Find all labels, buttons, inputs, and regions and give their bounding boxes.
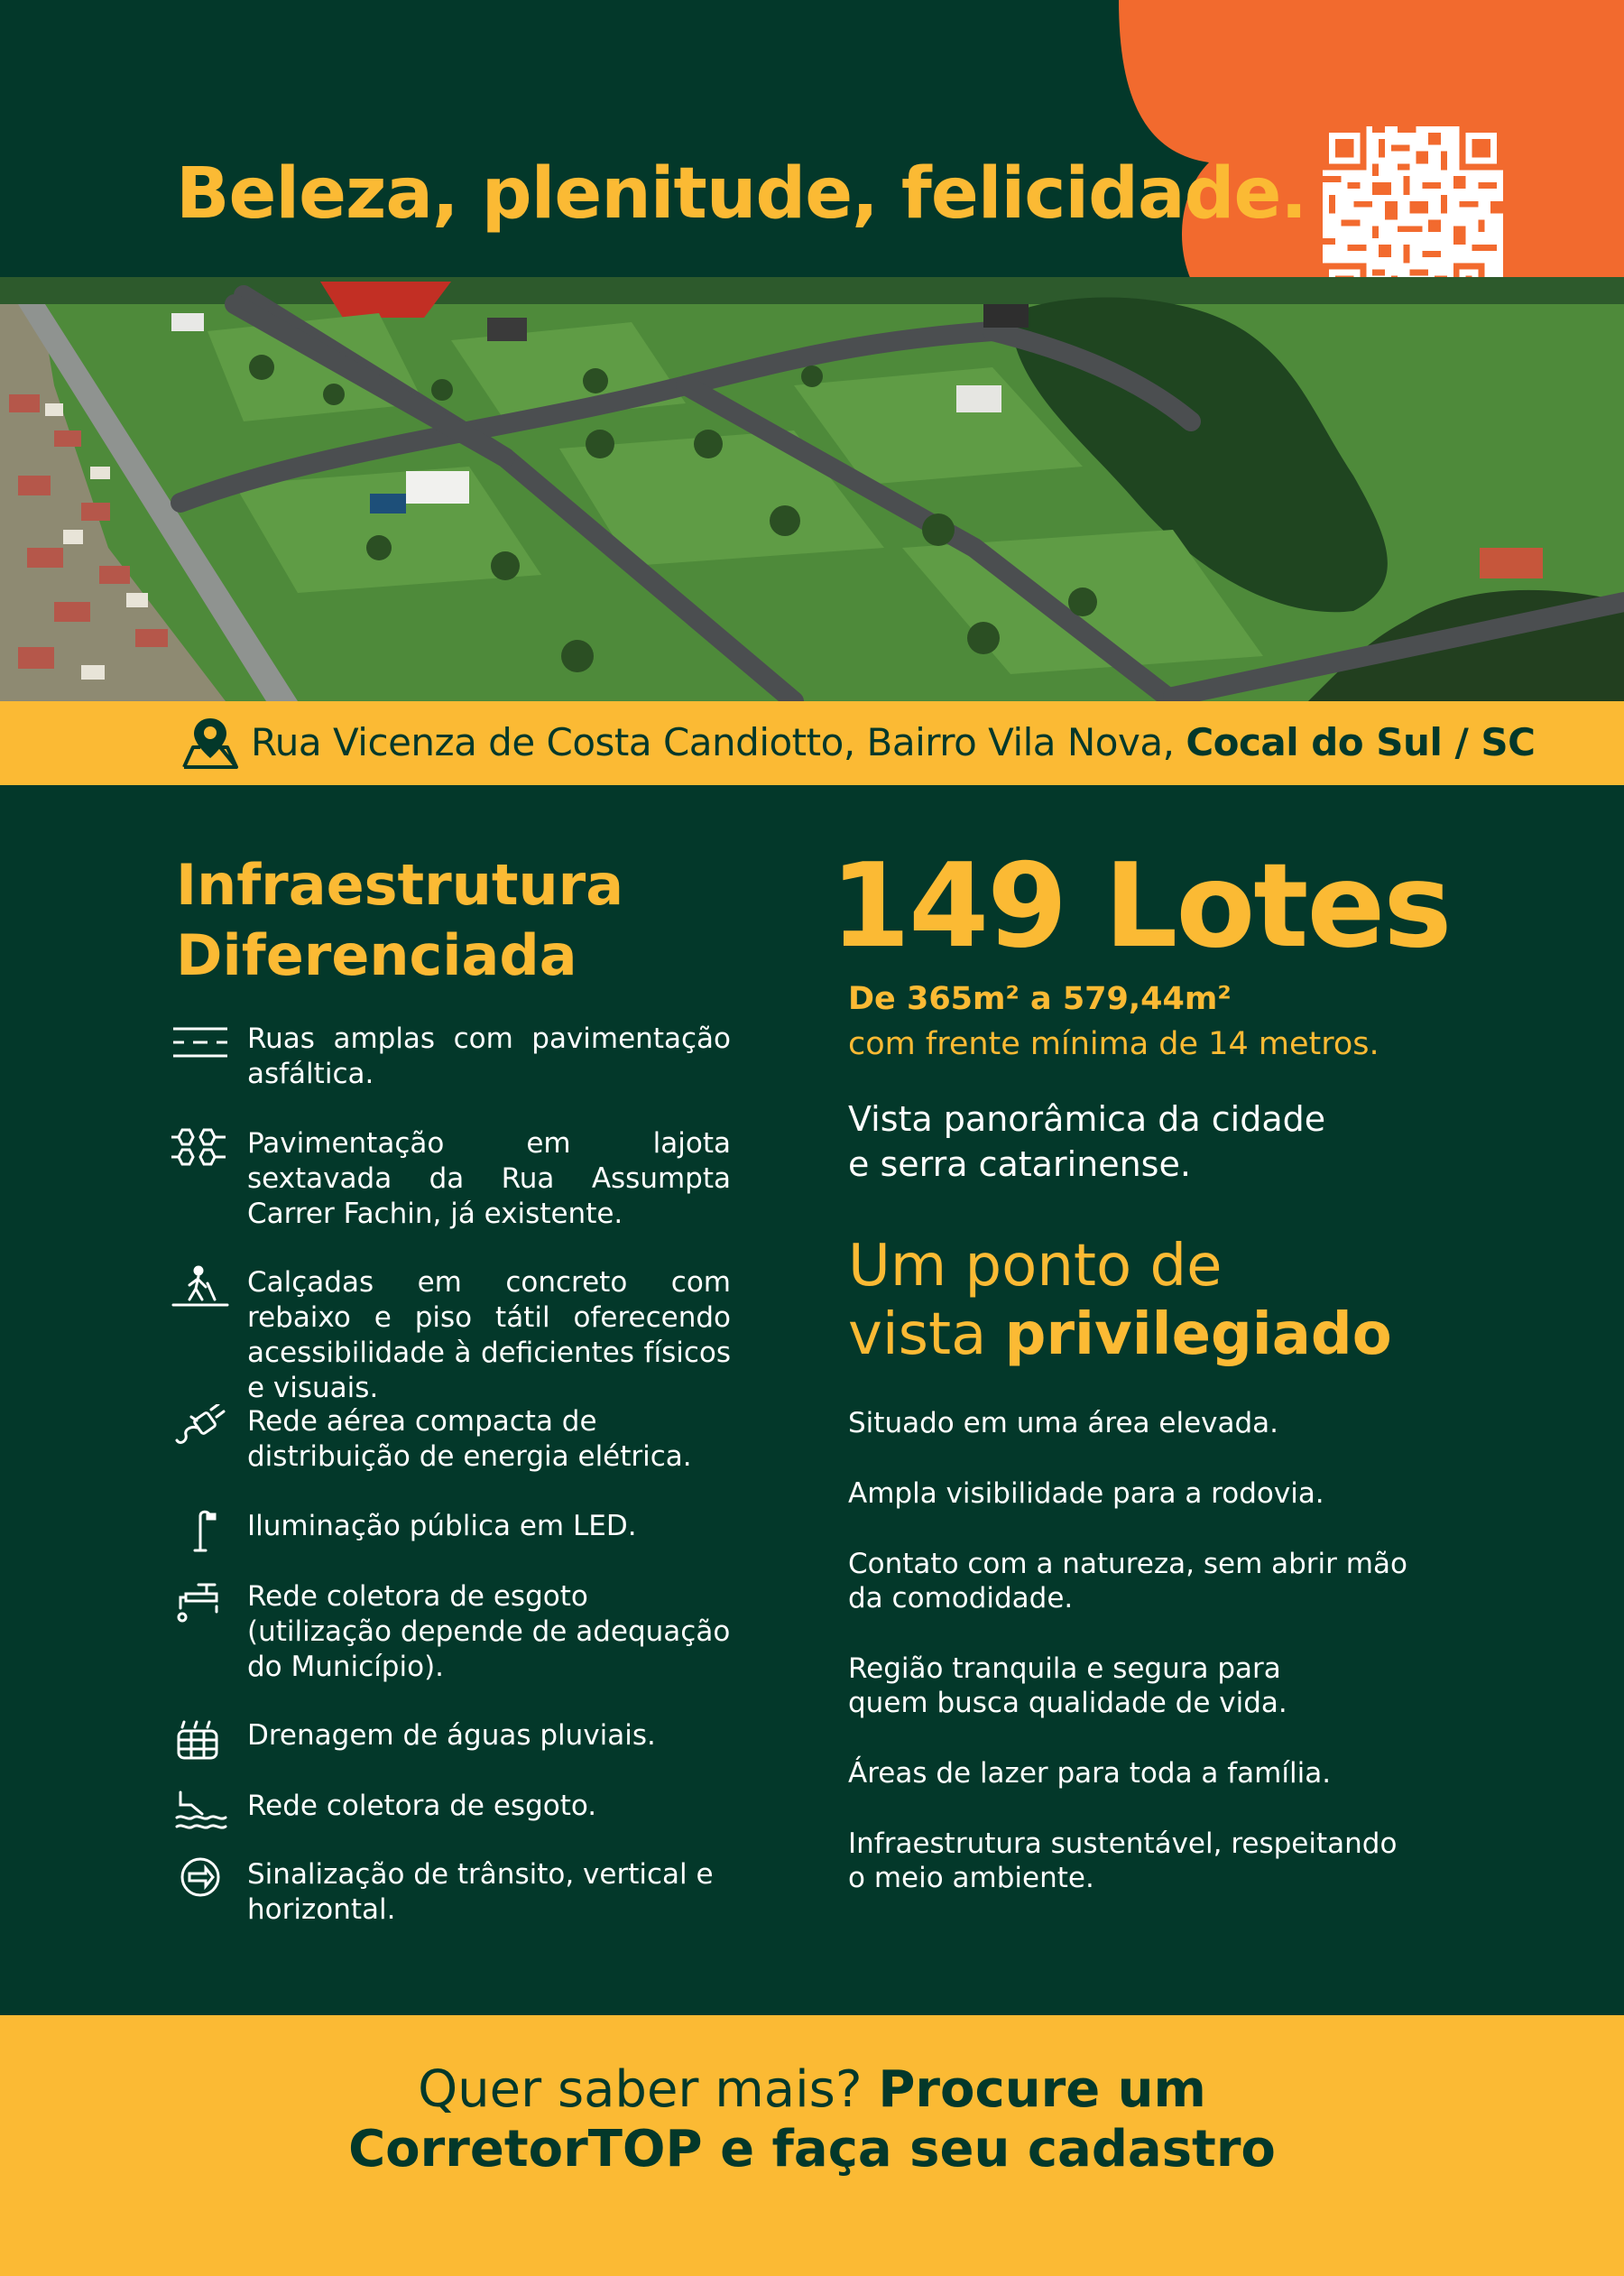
footer-cta-action: Procure um CorretorTOP e faça seu cadastro (348, 2060, 1276, 2179)
feature-text: Drenagem de águas pluviais. (247, 1719, 656, 1752)
feature-text: Pavimentação em lajota sextavada da Rua Assumpta Carrer Fachin, já existente. (247, 1127, 731, 1230)
road-lanes-icon (171, 1022, 229, 1067)
aerial-photo (0, 277, 1624, 701)
feature-text: Ruas amplas com pavimentação asfáltica. (247, 1022, 731, 1090)
water-tap-icon (171, 1579, 229, 1624)
lot-frontage: com frente mínima de 14 metros. (848, 1026, 1379, 1062)
sewage-wave-icon (171, 1789, 229, 1834)
panorama-text (848, 1096, 1353, 1187)
panorama-line2: e serra catarinense. (848, 1144, 1191, 1184)
viewpoint-title-line2a: vista (848, 1301, 1005, 1368)
feature-item (171, 1789, 731, 1824)
address-text (251, 718, 1536, 767)
feature-item (171, 1579, 731, 1685)
address-city: Cocal do Sul / SC (1186, 720, 1536, 764)
traffic-sign-icon (171, 1857, 229, 1902)
feature-item (171, 1857, 731, 1928)
hexagon-paving-icon (171, 1126, 229, 1171)
panorama-line1: Vista panorâmica da cidade (848, 1099, 1326, 1139)
feature-item (171, 1022, 731, 1092)
viewpoint-title-line1: Um ponto de (848, 1233, 1223, 1300)
benefit-item: Áreas de lazer para toda a família. (848, 1757, 1332, 1790)
viewpoint-title (848, 1232, 1480, 1369)
feature-text: Rede coletora de esgoto (utilização depende de adequação do Município). (247, 1580, 731, 1683)
benefit-item: Região tranquila e segura para quem busca qualidade de vida. (848, 1652, 1287, 1719)
benefit-item: Ampla visibilidade para a rodovia. (848, 1477, 1324, 1510)
headline: Beleza, plenitude, felicidade. (176, 153, 1307, 235)
address-street: Rua Vicenza de Costa Candiotto, Bairro Vila Nova, (251, 720, 1186, 764)
street-lamp-icon (171, 1509, 229, 1554)
infrastructure-title-line1: Infraestrutura (176, 852, 624, 918)
benefit-item: Contato com a natureza, sem abrir mão da comodidade. (848, 1548, 1407, 1614)
benefit-item: Situado em uma área elevada. (848, 1407, 1279, 1439)
feature-item (171, 1509, 731, 1544)
feature-text: Rede aérea compacta de distribuição de energia elétrica. (247, 1405, 692, 1473)
footer-cta (0, 2060, 1624, 2179)
infrastructure-title-line2: Diferenciada (176, 922, 577, 988)
feature-item (171, 1404, 731, 1475)
feature-text: Calçadas em concreto com rebaixo e piso tátil oferecendo acessibilidade à deficientes físicos e visuais. (247, 1266, 731, 1404)
footer-cta-question: Quer saber mais? (418, 2060, 879, 2119)
feature-item (171, 1126, 731, 1232)
lots-headline: 149 Lotes (830, 839, 1451, 974)
feature-text: Sinalização de trânsito, vertical e horizontal. (247, 1858, 714, 1926)
lot-size-range: De 365m² a 579,44m² (848, 981, 1232, 1017)
feature-item (171, 1265, 731, 1406)
viewpoint-title-line2b: privilegiado (1004, 1301, 1392, 1368)
benefit-item: Infraestrutura sustentável, respeitando o meio ambiente. (848, 1827, 1398, 1894)
pedestrian-sidewalk-icon (171, 1265, 229, 1310)
drainage-grid-icon (171, 1718, 229, 1763)
feature-text: Rede coletora de esgoto. (247, 1790, 597, 1822)
map-pin-icon (180, 715, 240, 769)
feature-item (171, 1718, 731, 1753)
infrastructure-title (176, 850, 735, 991)
power-plug-icon (171, 1404, 229, 1449)
feature-text: Iluminação pública em LED. (247, 1510, 637, 1542)
